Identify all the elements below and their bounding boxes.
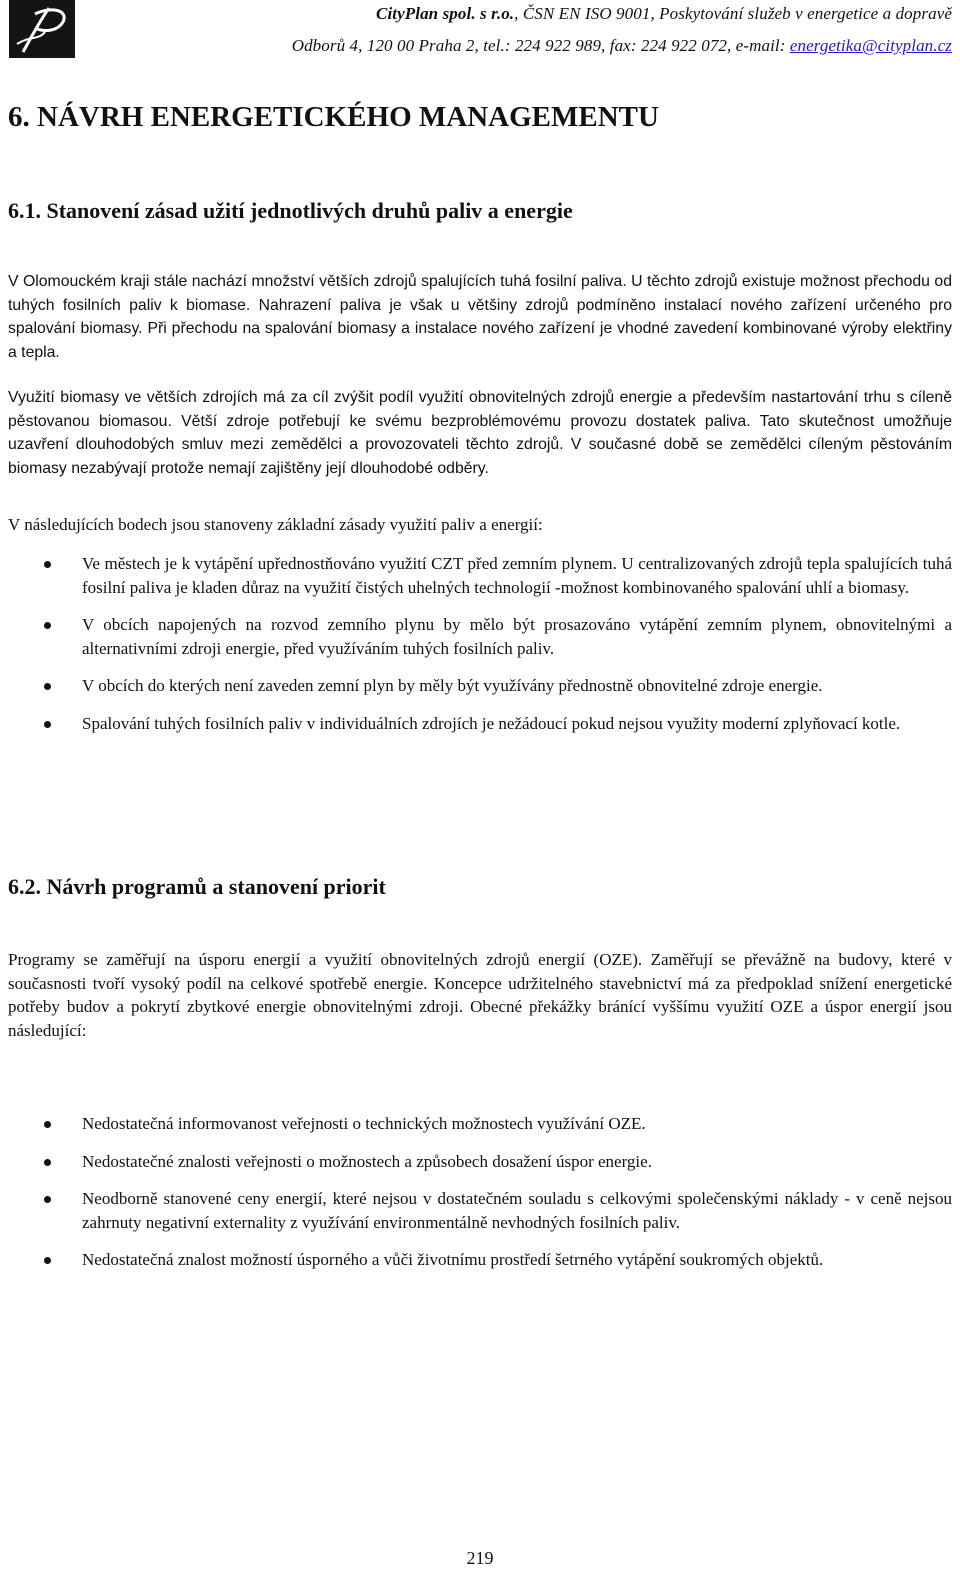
- section-6-1-paragraph-2: Využití biomasy ve větších zdrojích má za cíl zvýšit podíl využití obnovitelných zdrojů energie a především nastartování trhu s cíleně pěstovanou biomasou. Větší zdroje potřebují ke svému bezproblémovému provozu dostatek paliva. Tato skutečnost umožňuje uzavření dlouhodobých smluv mezi zemědělci a provozovateli těchto zdrojů. V současné době se zemědělci cíleným pěstováním biomasy nezabývají protože nemají zajištěny její dlouhodobé odběry.: [8, 389, 952, 477]
- email-link[interactable]: energetika@cityplan.cz: [789, 36, 952, 55]
- bullet-icon: [44, 721, 51, 728]
- contact-text: Odborů 4, 120 00 Praha 2, tel.: 224 922 989, fax: 224 922 072, e-mail:: [291, 36, 790, 55]
- page-header: [0, 0, 960, 62]
- bullet-icon: [44, 1196, 51, 1203]
- list-item: V obcích napojených na rozvod zemního plynu by mělo být prosazováno vytápění zemním plynem, obnovitelnými a alternativními zdroji energie, před využíváním tuhých fosilních paliv.: [0, 613, 960, 660]
- bullet-icon: [44, 622, 51, 629]
- section-6-1-paragraph-1: V Olomouckém kraji stále nachází množství větších zdrojů spalujících tuhá fosilní paliva. U těchto zdrojů existuje možnost přechodu od tuhých fosilních paliv k biomase. Nahrazení paliva je však u většiny zdrojů podmíněno instalací nového zařízení určeného pro spalování biomasy. Při přechodu na spalování biomasy a instalace nového zařízení je vhodné zavedení kombinované výroby elektřiny a tepla.: [8, 273, 952, 361]
- page-number: 219: [466, 1548, 494, 1568]
- section-6-1-paragraph-3: V následujících bodech jsou stanoveny základní zásady využití paliv a energií:: [8, 515, 543, 534]
- cityplan-logo: [9, 0, 75, 58]
- section-6-1-title: 6.1. Stanovení zásad užití jednotlivých druhů paliv a energie: [8, 198, 573, 223]
- list-item: Spalování tuhých fosilních paliv v individuálních zdrojích je nežádoucí pokud nejsou využity moderní zplyňovací kotle.: [0, 712, 960, 736]
- list-item: V obcích do kterých není zaveden zemní plyn by měly být využívány přednostně obnovitelné zdroje energie.: [0, 674, 960, 698]
- list-item: Ve městech je k vytápění upřednostňováno využití CZT před zemním plynem. U centralizovaných zdrojů tepla spalujících tuhá fosilní paliva je kladen důraz na využití čistých uhelných technologií -možnost kombinovaného spalování uhlí a biomasy.: [0, 552, 960, 599]
- bullet-icon: [44, 561, 51, 568]
- header-company-line: [376, 4, 952, 24]
- barriers-list: [0, 1112, 960, 1272]
- principles-list: [0, 552, 960, 735]
- company-name: CityPlan spol. s r.o.: [376, 4, 515, 23]
- bullet-icon: [44, 1159, 51, 1166]
- bullet-icon: [44, 1257, 51, 1264]
- bullet-icon: [44, 683, 51, 690]
- list-item: Nedostatečné znalosti veřejnosti o možnostech a způsobech dosažení úspor energie.: [0, 1150, 960, 1174]
- list-item: Neodborně stanovené ceny energií, které nejsou v dostatečném souladu s celkovými společenskými náklady - v ceně nejsou zahrnuty negativní externality z využívání environmentálně nevhodných fosilních paliv.: [0, 1187, 960, 1234]
- bullet-icon: [44, 1121, 51, 1128]
- section-6-2-title: 6.2. Návrh programů a stanovení priorit: [8, 874, 386, 899]
- list-item: Nedostatečná informovanost veřejnosti o technických možnostech využívání OZE.: [0, 1112, 960, 1136]
- header-contact-line: [292, 36, 952, 56]
- certification-text: , ČSN EN ISO 9001, Poskytování služeb v energetice a dopravě: [514, 4, 952, 23]
- section-6-2-paragraph-1: Programy se zaměřují na úsporu energií a využití obnovitelných zdrojů energií (OZE). Zaměřují se převážně na budovy, které v současnosti tvoří vysoký podíl na celkové spotřebě energie. Koncepce udržitelného stavebnictví má za předpoklad snížení energetické potřeby budov a pokrytí zbytkové energie obnovitelnými zdroji. Obecné překážky bránící vyššímu využití OZE a úspor energií jsou následující:: [8, 950, 952, 1040]
- chapter-title: 6. NÁVRH ENERGETICKÉHO MANAGEMENTU: [8, 101, 659, 133]
- list-item: Nedostatečná znalost možností úsporného a vůči životnímu prostředí šetrného vytápění soukromých objektů.: [0, 1248, 960, 1272]
